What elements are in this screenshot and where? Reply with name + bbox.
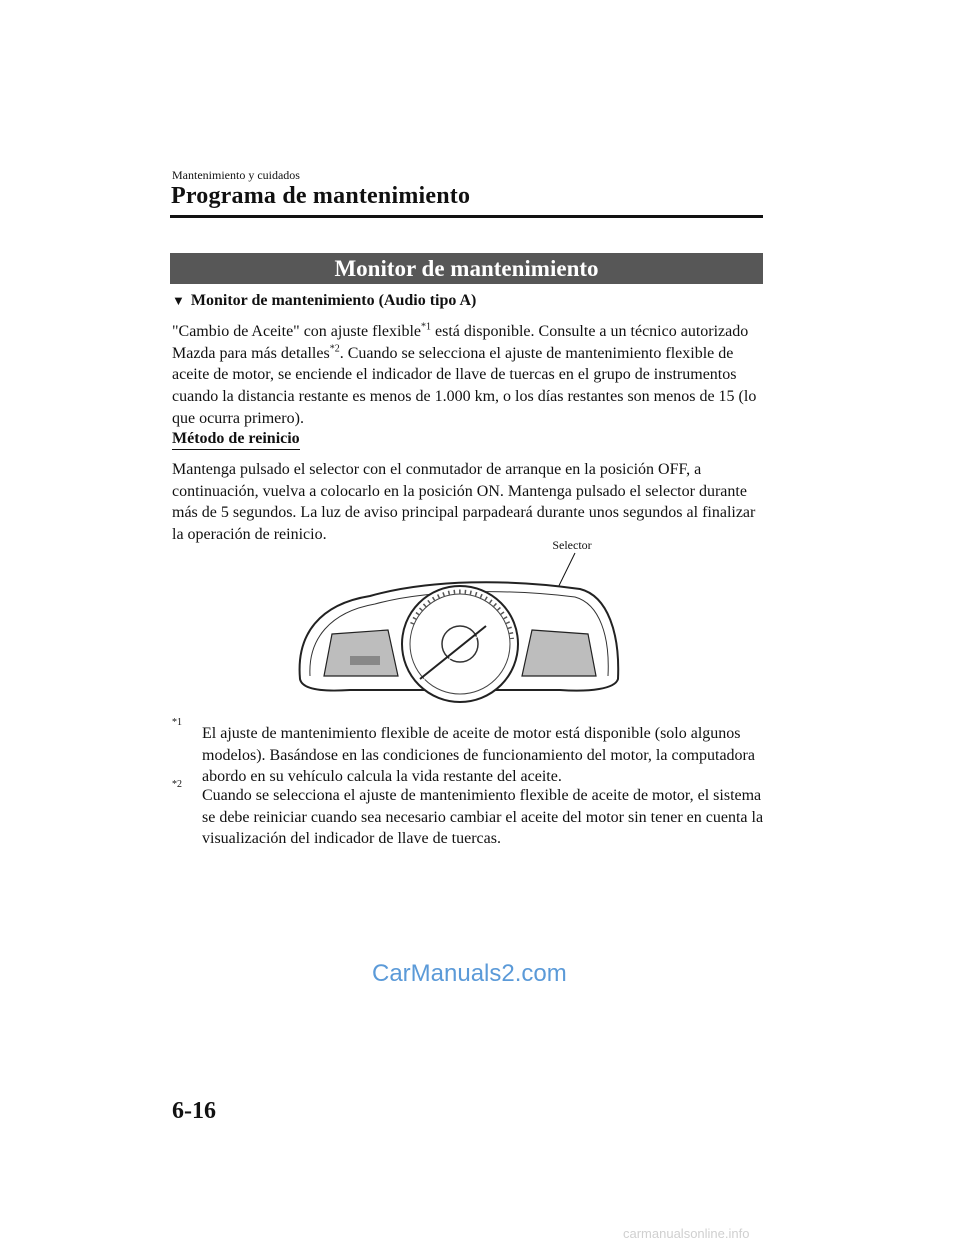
footnote-text: El ajuste de mantenimiento flexible de aceite de motor está disponible (solo algunos modelos). Basándose en las condiciones de funcionamiento del motor, la computadora abordo en su vehículo calcula la vida restante del aceite. [202, 725, 755, 785]
watermark: CarManuals2.com [372, 960, 567, 987]
footnote-1: *1 El ajuste de mantenimiento flexible de aceite de motor está disponible (solo algunos modelos). Basándose en las condiciones de funcionamiento del motor, la computadora abordo en su vehículo calcula la vida restante del aceite. [172, 723, 764, 788]
intro-text-b: está disponible. Consulte a un técnico autorizado Mazda para más detalles [172, 323, 749, 362]
intro-text-a: "Cambio de Aceite" con ajuste flexible [172, 323, 421, 340]
header-rule [170, 215, 763, 218]
subheading [172, 292, 476, 310]
method-paragraph: Mantenga pulsado el selector con el conmutador de arranque en la posición OFF, a continuación, vuelva a colocarlo en la posición ON. Mantenga pulsado el selector durante más de 5 segundos. La luz de aviso principal parpadeará durante unos segundos al finalizar la operación de reinicio. [172, 461, 756, 544]
instrument-cluster-figure [290, 534, 630, 714]
intro-text-c: . Cuando se selecciona el ajuste de mantenimiento flexible de aceite de motor, se enciende el indicador de llave de tuercas en el grupo de instrumentos cuando la distancia restante es menos de 1.000 km, o los días restantes son menos de 15 (lo que ocurra primero). [172, 344, 757, 427]
footer-site-watermark: carmanualsonline.info [623, 1226, 750, 1241]
method-heading: Método de reinicio [172, 430, 300, 450]
footnote-ref-1: *1 [420, 321, 431, 333]
chapter-label: Mantenimiento y cuidados [172, 168, 300, 182]
page-number: 6-16 [172, 1098, 216, 1124]
left-display [324, 630, 398, 676]
odometer-digits [350, 656, 380, 665]
topic-banner: Monitor de mantenimiento [170, 253, 763, 284]
intro-paragraph [172, 321, 762, 430]
triangle-down-icon: ▼ [172, 293, 185, 308]
footnote-text: Cuando se selecciona el ajuste de mantenimiento flexible de aceite de motor, el sistema se debe reiniciar cuando sea necesario cambiar el aceite del motor sin tener en cuenta la visualización del indicador de llave de tuercas. [202, 787, 764, 847]
section-title: Programa de mantenimiento [171, 183, 471, 209]
footnote-2: *2 Cuando se selecciona el ajuste de mantenimiento flexible de aceite de motor, el sistema se debe reiniciar cuando sea necesario cambiar el aceite del motor sin tener en cuenta la visualización del indicador de llave de tuercas. [172, 785, 764, 850]
right-display [522, 630, 596, 676]
selector-callout-label: Selector [552, 538, 592, 552]
footnote-ref-2: *2 [329, 343, 340, 355]
subheading-text: Monitor de mantenimiento (Audio tipo A) [190, 292, 477, 309]
